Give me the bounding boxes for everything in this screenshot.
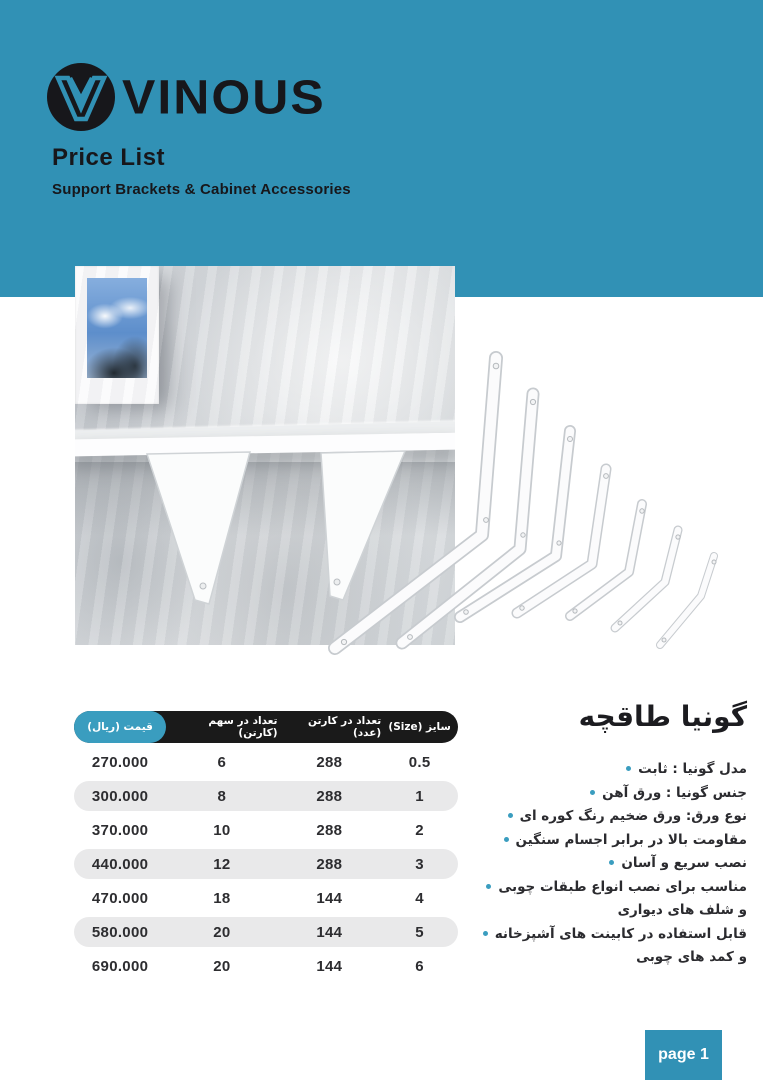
feature-item [447,782,747,806]
table-cell: 20 [213,923,231,941]
feature-item-continued [447,946,747,970]
vinous-logo-icon [46,62,116,132]
brand-logo [46,62,326,132]
table-cell: 370.000 [91,821,149,839]
brand-logo-text: VINOUS [122,70,326,124]
table-cell: 20 [213,957,231,975]
table-cell: 0.5 [408,753,431,771]
feature-item [447,805,747,829]
table-row [74,815,458,845]
feature-list [447,758,747,970]
page-number-label: page 1 [658,1046,709,1063]
feature-item [447,852,747,876]
page-subtitle: Support Brackets & Cabinet Accessories [52,181,351,198]
table-cell: 6 [415,957,424,975]
feature-item [447,923,747,947]
feature-text: مدل گونیا : ثابت [638,761,747,777]
column-size: سایز (Size) [388,721,451,733]
table-cell: 4 [415,889,424,907]
table-row [74,849,458,879]
feature-text: نصب سریع و آسان [621,855,747,871]
table-cell: 3 [415,855,424,873]
table-cell: 5 [415,923,424,941]
table-cell: 690.000 [91,957,149,975]
column-qty-per-share: تعداد در سهم (کارتن) [208,715,278,739]
table-row [74,951,458,981]
feature-text: جنس گونیا : ورق آهن [602,784,747,801]
feature-text: مقاومت بالا در برابر اجسام سنگین [515,831,747,848]
bullet-dot-icon [486,884,491,889]
bullet-dot-icon [626,766,631,771]
table-cell: 144 [316,957,343,975]
feature-text: و شلف های دیواری [617,902,747,918]
table-row [74,747,458,777]
table-cell: 288 [316,753,343,771]
table-cell: 288 [316,787,343,805]
feature-text: قابل استفاده در کابینت های آشپزخانه [494,925,747,942]
table-cell: 6 [217,753,227,771]
table-cell: 580.000 [91,923,149,941]
feature-item [447,758,747,782]
price-table-body [74,747,458,981]
table-cell: 270.000 [91,753,149,771]
table-row [74,781,458,811]
table-cell: 2 [415,821,424,839]
bullet-dot-icon [508,813,513,818]
bullet-dot-icon [609,860,614,865]
table-cell: 288 [316,821,343,839]
page-number-badge [645,1030,722,1080]
feature-text: مناسب برای نصب انواع طبقات چوبی [498,878,747,895]
feature-text: و کمد های چوبی [636,949,747,965]
table-cell: 144 [316,889,343,907]
price-table-header [74,711,458,743]
column-price: قیمت (ریال) [74,711,166,743]
product-photo [75,266,455,645]
table-cell: 10 [213,821,231,839]
table-row [74,883,458,913]
table-cell: 1 [415,787,424,805]
table-cell: 470.000 [91,889,149,907]
price-table [74,711,458,981]
bullet-dot-icon [590,790,595,795]
bullet-dot-icon [483,931,488,936]
table-row [74,917,458,947]
table-cell: 8 [217,787,227,805]
feature-item [447,876,747,900]
feature-item-continued [447,899,747,923]
column-qty-per-carton: تعداد در کارتن (عدد) [308,715,382,739]
table-cell: 144 [316,923,343,941]
table-cell: 300.000 [91,787,149,805]
product-title-fa: گونیا طاقچه [578,700,747,733]
page-title: Price List [52,144,166,171]
table-cell: 12 [213,855,231,873]
feature-text: نوع ورق: ورق ضخیم رنگ کوره ای [519,808,747,824]
bullet-dot-icon [504,837,509,842]
table-cell: 440.000 [91,855,149,873]
feature-item [447,829,747,853]
table-cell: 18 [213,889,231,907]
picture-frame-photo [87,278,147,378]
table-cell: 288 [316,855,343,873]
